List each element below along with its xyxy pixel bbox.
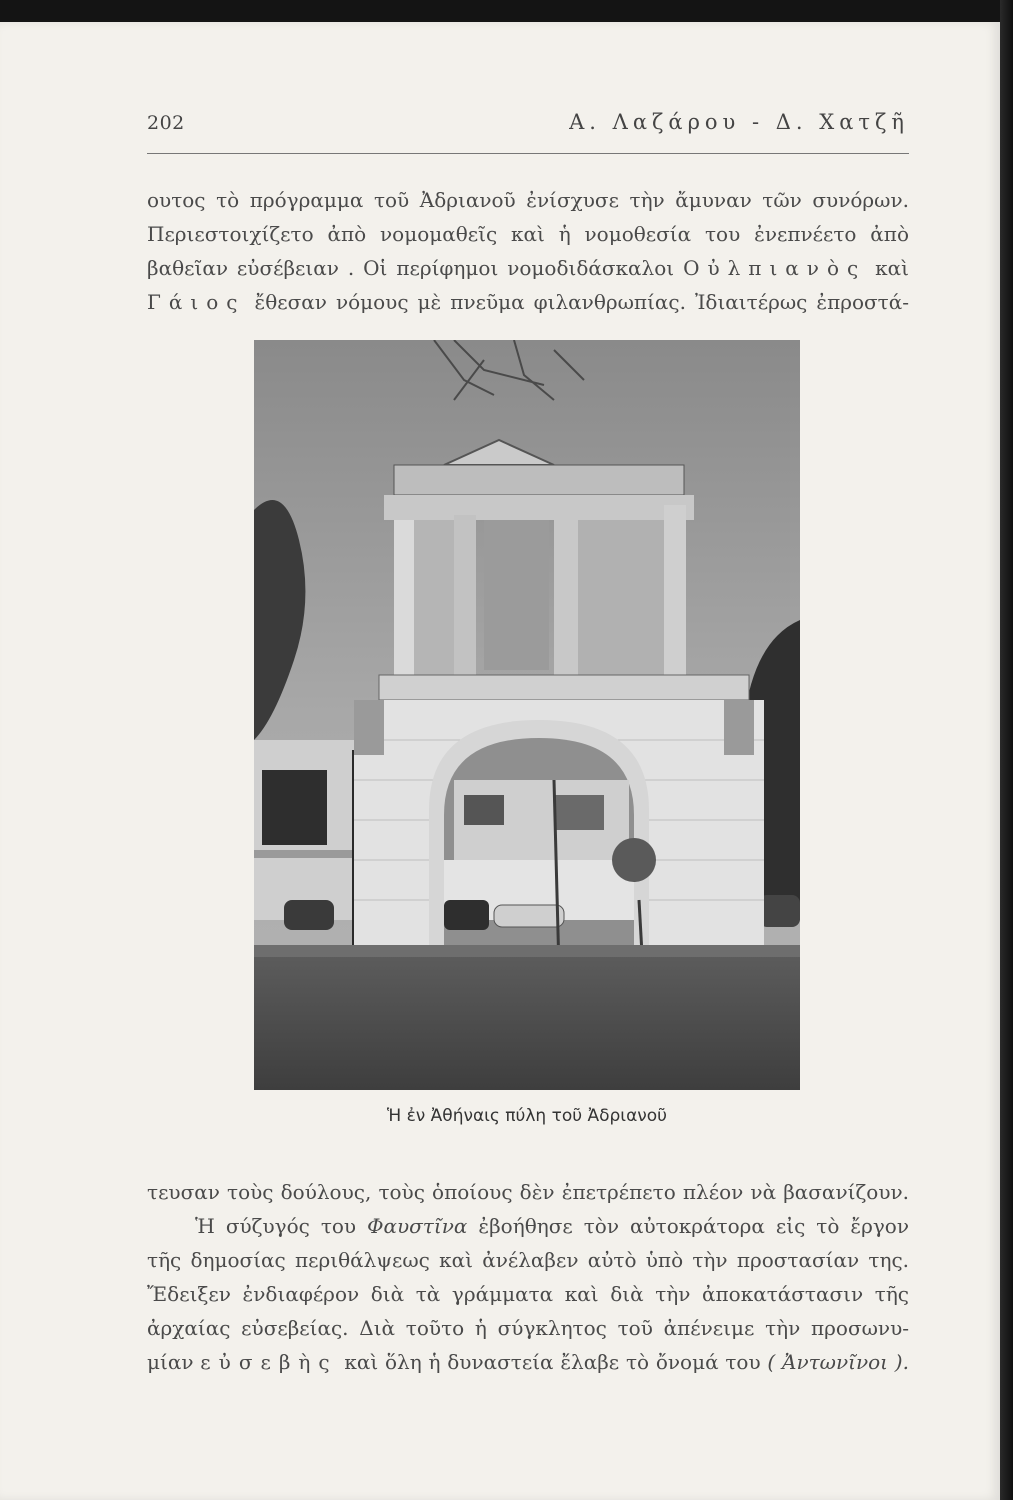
- figure-caption: Ἡ ἐν Ἀθήναις πύλη τοῦ Ἀδριανοῦ: [386, 1106, 668, 1126]
- header-rule: [147, 153, 909, 154]
- text-span: Ἡ σύζυγός του: [195, 1214, 368, 1238]
- text-line: Περιεστοιχίζετο ἀπὸ νομομαθεῖς καὶ ἡ νομοθεσία του ἐνεπνέετο ἀπὸ: [147, 222, 909, 246]
- text-span: καὶ: [875, 256, 910, 280]
- text-line: τῆς δημοσίας περιθάλψεως καὶ ἀνέλαβεν αὐτὸ ὑπὸ τὴν προστασίαν της.: [147, 1248, 909, 1272]
- text-line: ἀρχαίας εὐσεβείας. Διὰ τοῦτο ἡ σύγκλητος τοῦ ἀπένειμε τὴν προσωνυ-: [147, 1316, 909, 1340]
- name-ulpianus: Οὐλπιανὸς: [683, 256, 867, 280]
- text-span: βαθεῖαν εὐσέβειαν . Οἱ περίφημοι νομοδιδάσκαλοι: [147, 256, 675, 280]
- page-edge-shadow: [1000, 0, 1013, 1500]
- name-gaius: Γάιος: [147, 290, 246, 314]
- text-line: τευσαν τοὺς δούλους, τοὺς ὁποίους δὲν ἐπετρέπετο πλέον νὰ βασανίζουν.: [147, 1180, 909, 1204]
- epithet-eusebes: εὐσεβὴς: [200, 1350, 338, 1374]
- text-line: [147, 251, 909, 285]
- text-span: ἐβοήθησε τὸν αὐτοκράτορα εἰς τὸ ἔργον: [467, 1214, 910, 1238]
- page-number: 202: [147, 112, 185, 134]
- page-header: [147, 104, 909, 138]
- name-antoninoi: ( Ἀντωνῖνοι ).: [767, 1350, 909, 1374]
- text-line: ουτος τὸ πρόγραμμα τοῦ Ἀδριανοῦ ἐνίσχυσε τὴν ἄμυναν τῶν συνόρων.: [147, 188, 909, 212]
- text-span: ἔθεσαν νόμους μὲ πνεῦμα φιλανθρωπίας. Ἰδιαιτέρως ἐπροστά-: [254, 290, 910, 314]
- text-span: καὶ ὅλη ἡ δυναστεία ἔλαβε τὸ ὄνομά του: [337, 1350, 768, 1374]
- text-line: [147, 1209, 909, 1243]
- text-line: Ἔδειξεν ἐνδιαφέρον διὰ τὰ γράμματα καὶ διὰ τὴν ἀποκατάστασιν τῆς: [147, 1282, 909, 1306]
- hadrians-arch-photo: [254, 340, 800, 1090]
- text-line: [147, 285, 909, 319]
- text-line: [147, 1345, 909, 1379]
- running-head: Α. Λαζάρου - Δ. Χατζῆ: [569, 110, 909, 134]
- text-span: μίαν: [147, 1350, 201, 1374]
- name-faustina: Φαυστῖνα: [367, 1214, 468, 1238]
- top-paragraph: [147, 183, 909, 319]
- bottom-paragraph: [147, 1175, 909, 1379]
